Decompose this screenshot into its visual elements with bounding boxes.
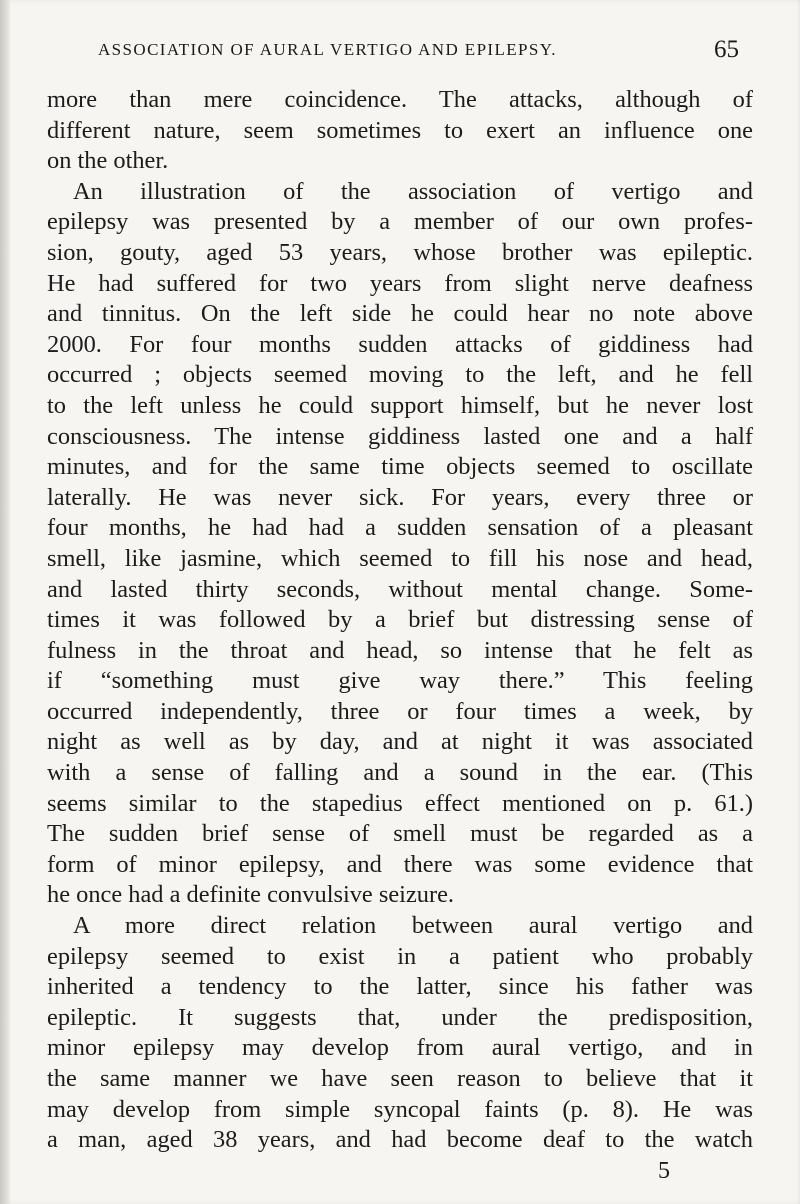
text-line: and lasted thirty seconds, without mental change. Some- bbox=[47, 575, 753, 603]
text-line: He had suffered for two years from slight nerve deafness bbox=[47, 269, 753, 297]
text-line: with a sense of falling and a sound in the ear. (This bbox=[47, 759, 753, 787]
text-line: form of minor epilepsy, and there was some evidence that bbox=[47, 850, 753, 878]
text-line: a man, aged 38 years, and had become deaf to the watch bbox=[47, 1126, 753, 1154]
text-line: An illustration of the association of vertigo and bbox=[73, 177, 753, 205]
text-line: on the other. bbox=[47, 147, 169, 175]
text-line: 2000. For four months sudden attacks of giddiness had bbox=[47, 330, 753, 358]
text-line: to the left unless he could support himself, but he never lost bbox=[47, 391, 753, 419]
text-line: minor epilepsy may develop from aural vertigo, and in bbox=[47, 1034, 753, 1062]
text-line: and tinnitus. On the left side he could hear no note above bbox=[47, 300, 753, 328]
text-line: smell, like jasmine, which seemed to fill his nose and head, bbox=[47, 544, 753, 572]
text-line: seems similar to the stapedius effect mentioned on p. 61.) bbox=[47, 789, 753, 817]
signature-mark: 5 bbox=[658, 1158, 670, 1184]
text-line: The sudden brief sense of smell must be regarded as a bbox=[47, 820, 753, 848]
text-line: different nature, seem sometimes to exert an influence one bbox=[47, 116, 753, 144]
text-line: if “something must give way there.” This feeling bbox=[47, 667, 753, 695]
text-line: four months, he had had a sudden sensation of a pleasant bbox=[47, 514, 753, 542]
text-line: he once had a definite convulsive seizure. bbox=[47, 881, 455, 909]
text-line: consciousness. The intense giddiness lasted one and a half bbox=[47, 422, 753, 450]
text-line: times it was followed by a brief but distressing sense of bbox=[47, 606, 753, 634]
running-title: ASSOCIATION OF AURAL VERTIGO AND EPILEPSY. bbox=[98, 40, 557, 59]
page-number: 65 bbox=[714, 36, 739, 63]
text-line: night as well as by day, and at night it was associated bbox=[47, 728, 753, 756]
page-gutter-shadow bbox=[0, 0, 10, 1204]
text-line: epilepsy seemed to exist in a patient who probably bbox=[47, 942, 753, 970]
text-line: fulness in the throat and head, so intense that he felt as bbox=[47, 636, 753, 664]
text-line: occurred independently, three or four times a week, by bbox=[47, 697, 753, 725]
page-header bbox=[0, 36, 800, 76]
body-text bbox=[47, 85, 753, 1156]
text-line: laterally. He was never sick. For years, every three or bbox=[47, 483, 753, 511]
text-line: sion, gouty, aged 53 years, whose brother was epileptic. bbox=[47, 238, 753, 266]
text-line: epileptic. It suggests that, under the predisposition, bbox=[47, 1003, 753, 1031]
text-line: occurred ; objects seemed moving to the left, and he fell bbox=[47, 361, 753, 389]
text-line: inherited a tendency to the latter, since his father was bbox=[47, 973, 753, 1001]
text-line: the same manner we have seen reason to believe that it bbox=[47, 1065, 753, 1092]
text-line: minutes, and for the same time objects seemed to oscillate bbox=[47, 453, 753, 481]
text-line: epilepsy was presented by a member of our own profes- bbox=[47, 208, 753, 236]
text-line: may develop from simple syncopal faints (p. 8). He was bbox=[47, 1095, 753, 1123]
text-line: A more direct relation between aural vertigo and bbox=[73, 912, 753, 940]
text-line: more than mere coincidence. The attacks, although of bbox=[47, 86, 753, 113]
